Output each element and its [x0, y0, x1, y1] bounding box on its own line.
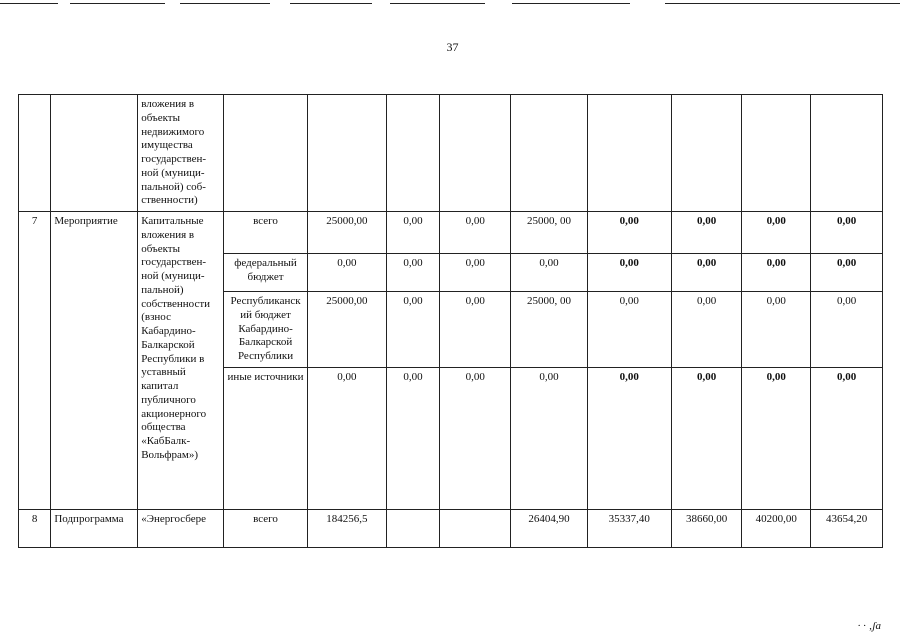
- table-row: [19, 95, 883, 212]
- value-cell: 0,00: [742, 292, 811, 368]
- row-type: [51, 95, 138, 212]
- value-cell: 0,00: [671, 368, 742, 510]
- value-cell: [671, 95, 742, 212]
- row-description: вложения в объекты недвижимого имущества государствен-ной (муници-пальной) соб-ственности): [138, 95, 224, 212]
- header-rule: [0, 3, 58, 4]
- source-name: Республиканск ий бюджет Кабардино-Балкарской Республики: [224, 292, 308, 368]
- value-cell: 0,00: [811, 254, 883, 292]
- header-rule: [70, 3, 165, 4]
- value-cell: 0,00: [671, 254, 742, 292]
- value-cell: 35337,40: [587, 510, 671, 548]
- value-cell: 0,00: [386, 292, 440, 368]
- page-number: 37: [446, 40, 459, 54]
- value-cell: 25000,00: [307, 212, 386, 254]
- table-row: [19, 510, 883, 548]
- row-description: «Энергосбере: [138, 510, 224, 548]
- header-rule: [512, 3, 630, 4]
- value-cell: [742, 95, 811, 212]
- value-cell: [386, 510, 440, 548]
- value-cell: 25000, 00: [511, 212, 588, 254]
- value-cell: 0,00: [811, 212, 883, 254]
- source-name: всего: [224, 212, 308, 254]
- value-cell: 0,00: [307, 254, 386, 292]
- value-cell: 0,00: [587, 292, 671, 368]
- value-cell: 0,00: [440, 254, 511, 292]
- value-cell: 0,00: [671, 292, 742, 368]
- source-name: иные источники: [224, 368, 308, 510]
- value-cell: 0,00: [386, 368, 440, 510]
- handwritten-mark: · · ‚ʃa: [857, 620, 881, 632]
- value-cell: 0,00: [440, 368, 511, 510]
- value-cell: 0,00: [386, 212, 440, 254]
- value-cell: 40200,00: [742, 510, 811, 548]
- value-cell: 0,00: [811, 292, 883, 368]
- value-cell: [511, 95, 588, 212]
- value-cell: [440, 95, 511, 212]
- value-cell: 0,00: [511, 368, 588, 510]
- row-description: Капитальные вложения в объекты государствен-ной (муници-пальной) собственности (взнос Кабардино-Балкарской Республики в уставный капитал публичного акционерного общества «КабБалк-Вольфрам»): [138, 212, 224, 510]
- value-cell: 26404,90: [511, 510, 588, 548]
- value-cell: 25000, 00: [511, 292, 588, 368]
- row-number: 7: [19, 212, 51, 510]
- value-cell: 38660,00: [671, 510, 742, 548]
- value-cell: 0,00: [742, 368, 811, 510]
- value-cell: 0,00: [671, 212, 742, 254]
- value-cell: [811, 95, 883, 212]
- value-cell: 0,00: [440, 292, 511, 368]
- value-cell: [587, 95, 671, 212]
- value-cell: 0,00: [811, 368, 883, 510]
- value-cell: 0,00: [742, 212, 811, 254]
- row-type: Подпрограмма: [51, 510, 138, 548]
- value-cell: [307, 95, 386, 212]
- value-cell: [440, 510, 511, 548]
- value-cell: 0,00: [587, 254, 671, 292]
- header-rule: [390, 3, 485, 4]
- table-row: [19, 212, 883, 254]
- value-cell: 184256,5: [307, 510, 386, 548]
- source-name: всего: [224, 510, 308, 548]
- source-name: [224, 95, 308, 212]
- header-rule: [290, 3, 372, 4]
- value-cell: 0,00: [587, 368, 671, 510]
- value-cell: 25000,00: [307, 292, 386, 368]
- value-cell: 0,00: [307, 368, 386, 510]
- value-cell: 0,00: [386, 254, 440, 292]
- value-cell: [386, 95, 440, 212]
- value-cell: 0,00: [440, 212, 511, 254]
- value-cell: 0,00: [587, 212, 671, 254]
- row-number: 8: [19, 510, 51, 548]
- header-rule: [180, 3, 270, 4]
- row-type: Мероприятие: [51, 212, 138, 510]
- row-number: [19, 95, 51, 212]
- funding-table: [18, 94, 883, 548]
- value-cell: 0,00: [742, 254, 811, 292]
- value-cell: 43654,20: [811, 510, 883, 548]
- source-name: федеральный бюджет: [224, 254, 308, 292]
- header-rule: [665, 3, 900, 4]
- value-cell: 0,00: [511, 254, 588, 292]
